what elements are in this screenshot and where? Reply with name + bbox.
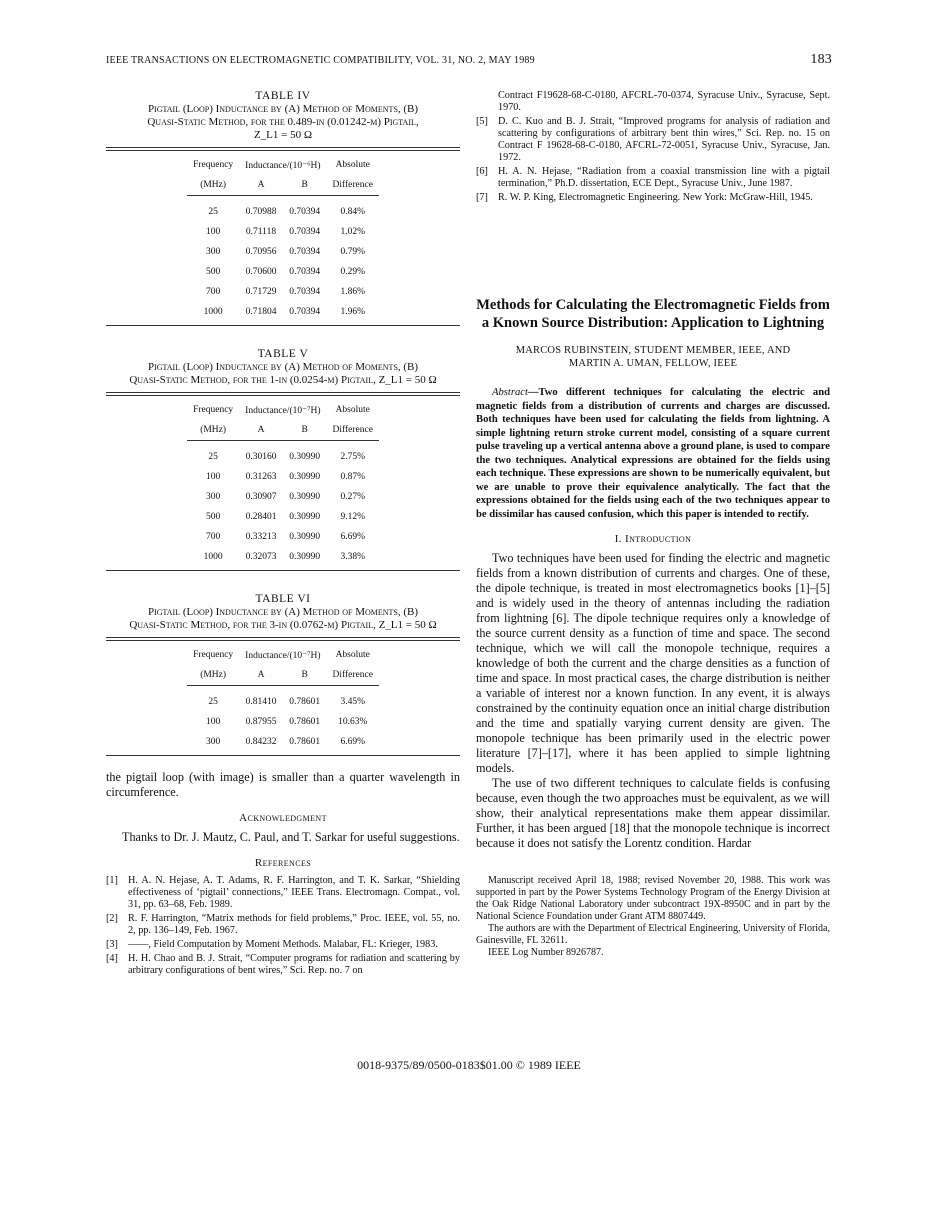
- table-cell: 1000: [203, 552, 223, 562]
- table-cell: 0.71729: [245, 287, 277, 297]
- table-cell: 0.30990: [289, 452, 321, 462]
- table-cell: 0.70956: [245, 247, 277, 257]
- table-row: [187, 487, 379, 507]
- table-cell: 1000: [203, 307, 223, 317]
- table-iv: [187, 155, 379, 322]
- col-header: Frequency: [193, 160, 234, 170]
- acknowledgment-text: Thanks to Dr. J. Mautz, C. Paul, and T. Sarkar for useful suggestions.: [122, 830, 460, 844]
- table-cell: 700: [205, 287, 221, 297]
- table-row: [187, 732, 379, 752]
- table-row: [187, 302, 379, 322]
- table-number: TABLE IV: [255, 90, 311, 102]
- table-cell: 300: [205, 492, 221, 502]
- table-cell: 6.69%: [340, 737, 365, 747]
- table-cell: 0.71118: [245, 227, 277, 237]
- table-cell: 0.28401: [245, 512, 277, 522]
- table-cell: 0.30990: [289, 472, 321, 482]
- col-header: (MHz): [200, 180, 227, 190]
- footnote: IEEE Log Number 8926787.: [488, 947, 604, 958]
- reference-item: [476, 192, 830, 204]
- table-cell: 0.33213: [245, 532, 277, 542]
- table-cell: 0.30990: [289, 512, 321, 522]
- table-top-rule: [106, 147, 460, 151]
- table-v-caption: [106, 348, 460, 387]
- right-column: [476, 90, 830, 959]
- table-cell: 0.70394: [289, 287, 321, 297]
- reference-number: [2]: [106, 913, 118, 924]
- table-row: [187, 712, 379, 732]
- col-header: A: [257, 425, 265, 435]
- col-header: B: [301, 425, 308, 435]
- references-heading: References: [254, 857, 312, 869]
- table-top-rule: [106, 637, 460, 641]
- caption-line: Quasi-Static Method, for the 1-in (0.0254-m) Pigtail, Z_L1 = 50 Ω: [129, 374, 437, 386]
- reference-text: H. A. N. Hejase, A. T. Adams, R. F. Harrington, and T. K. Sarkar, “Shielding effectiveness of ‘pigtail’ connections,” IEEE Trans. Electromagn. Compat., vol. 31, pp. 63–68, Feb. 1989.: [128, 875, 460, 910]
- table-cell: 100: [205, 472, 221, 482]
- reference-number: [4]: [106, 953, 118, 964]
- article-title: [476, 296, 830, 332]
- introduction-heading: I. Introduction: [614, 533, 692, 545]
- table-cell: 500: [205, 512, 221, 522]
- table-bottom-rule: [106, 325, 460, 326]
- reference-item: [476, 90, 830, 114]
- table-iv-caption: [106, 90, 460, 142]
- col-header: Frequency: [193, 650, 234, 660]
- table-cell: 700: [205, 532, 221, 542]
- reference-list-right: [476, 90, 830, 204]
- table-cell: 0.70394: [289, 247, 321, 257]
- table-cell: 0.78601: [289, 717, 321, 727]
- reference-text: ——, Field Computation by Moment Methods. Malabar, FL: Krieger, 1983.: [128, 939, 438, 950]
- copyright-footer: 0018-9375/89/0500-0183$01.00 © 1989 IEEE: [357, 1058, 581, 1072]
- left-column: [106, 90, 460, 979]
- caption-line: Quasi-Static Method, for the 0.489-in (0.01242-m) Pigtail,: [147, 116, 419, 128]
- reference-item: [106, 939, 460, 951]
- table-cell: 0.70988: [245, 207, 277, 217]
- reference-item: [476, 166, 830, 190]
- col-header: A: [257, 180, 265, 190]
- table-cell: 100: [205, 227, 221, 237]
- title-line: a Known Source Distribution: Application to Lightning: [481, 315, 825, 331]
- table-cell: 3.45%: [340, 697, 365, 707]
- table-cell: 3.38%: [340, 552, 365, 562]
- caption-line: Quasi-Static Method, for the 3-in (0.0762-m) Pigtail, Z_L1 = 50 Ω: [129, 619, 437, 631]
- journal-title: IEEE TRANSACTIONS ON ELECTROMAGNETIC COMPATIBILITY, VOL. 31, NO. 2, MAY 1989: [106, 55, 535, 66]
- table-cell: 0.30990: [289, 492, 321, 502]
- table-cell: 1.96%: [340, 307, 365, 317]
- table-cell: 0.32073: [245, 552, 277, 562]
- reference-text: H. H. Chao and B. J. Strait, “Computer programs for radiation and scattering by arbitrary configurations of bent wires,” Sci. Rep. no. 7 on: [128, 953, 460, 976]
- table-row: [187, 692, 379, 712]
- table-cell: 2.75%: [340, 452, 365, 462]
- authors: [476, 344, 830, 370]
- table-bottom-rule: [106, 570, 460, 571]
- table-cell: 25: [208, 452, 218, 462]
- table-cell: 300: [205, 247, 221, 257]
- table-cell: 1.86%: [340, 287, 365, 297]
- col-header: Inductance/(10⁻⁷H): [245, 405, 321, 416]
- table-cell: 300: [205, 737, 221, 747]
- col-header: Frequency: [193, 405, 234, 415]
- table-cell: 0.71804: [245, 307, 277, 317]
- abstract-text: —Two different techniques for calculating the electric and magnetic fields from a distribution of currents and charges are discussed. Both techniques have been used for calculating the fields from lightning. A simple lightning return stroke current model, consisting of a square current pulse traveling up a vertical antenna above a ground plane, is used to compare the two techniques. Analytical expressions are obtained for the fields using each technique. These expressions are shown to be numerically equivalent, but we are unable to prove their equivalence analytically. The fact that the expressions obtained for the fields using each of the two techniques appear to be dissimilar has caused confusion, which this paper is intended to rectify.: [476, 387, 830, 520]
- table-cell: 0.79%: [340, 247, 365, 257]
- table-number: TABLE V: [257, 348, 309, 360]
- table-row: [187, 547, 379, 567]
- col-header: Difference: [332, 425, 373, 435]
- acknowledgment-heading: Acknowledgment: [239, 812, 327, 824]
- reference-text: R. F. Harrington, “Matrix methods for field problems,” Proc. IEEE, vol. 55, no. 2, pp. 136–149, Feb. 1967.: [128, 913, 460, 936]
- reference-item: [106, 913, 460, 937]
- reference-text: R. W. P. King, Electromagnetic Engineering. New York: McGraw-Hill, 1945.: [498, 192, 813, 203]
- col-header: A: [257, 670, 265, 680]
- col-header: Absolute: [335, 650, 370, 660]
- col-header: Difference: [332, 180, 373, 190]
- table-row: [187, 282, 379, 302]
- paragraph: the pigtail loop (with image) is smaller than a quarter wavelength in circumference.: [106, 770, 460, 799]
- reference-number: [3]: [106, 939, 118, 950]
- page-number: 183: [810, 52, 832, 67]
- table-cell: 0.30990: [289, 532, 321, 542]
- table-cell: 0.81410: [245, 697, 277, 707]
- table-row: [187, 242, 379, 262]
- table-row: [187, 447, 379, 467]
- table-cell: 0.78601: [289, 737, 321, 747]
- reference-number: [6]: [476, 166, 488, 177]
- table-cell: 0.78601: [289, 697, 321, 707]
- table-cell: 0.30907: [245, 492, 277, 502]
- reference-number: [1]: [106, 875, 118, 886]
- table-cell: 10.63%: [338, 717, 368, 727]
- col-header: (MHz): [200, 670, 227, 680]
- table-cell: 0.30990: [289, 552, 321, 562]
- table-row: [187, 202, 379, 222]
- table-cell: 0.29%: [340, 267, 365, 277]
- caption-line: Z_L1 = 50 Ω: [253, 129, 313, 141]
- table-cell: 0.87955: [245, 717, 277, 727]
- running-header: [106, 52, 832, 67]
- reference-text: D. C. Kuo and B. J. Strait, “Improved programs for analysis of radiation and scattering by configurations of arbitrary bent thin wires,” Sci. Rep. no. 15 on Contract F 19628-68-C-0180, AFCRL-72-0051, Syracuse Univ., Syracuse, Jan. 1972.: [498, 116, 830, 163]
- table-row: [187, 527, 379, 547]
- reference-number: [5]: [476, 116, 488, 127]
- table-row: [187, 507, 379, 527]
- reference-text: Contract F19628-68-C-0180, AFCRL-70-0374, Syracuse Univ., Syracuse, Sept. 1970.: [498, 90, 830, 113]
- table-cell: 1.02%: [340, 227, 365, 237]
- reference-item: [106, 953, 460, 977]
- title-line: Methods for Calculating the Electromagnetic Fields from: [476, 297, 830, 313]
- footnote: Manuscript received April 18, 1988; revised November 20, 1988. This work was supported in part by the Power Systems Technology Program of the Energy Division at the Oak Ridge National Laboratory under subcontract 19X-8950C and in part by the National Science Foundation under Grant ATM 8807449.: [476, 875, 830, 922]
- reference-text: H. A. N. Hejase, “Radiation from a coaxial transmission line with a pigtail termination,” Ph.D. dissertation, ECE Dept., Syracuse Univ., June 1987.: [498, 166, 830, 189]
- table-number: TABLE VI: [255, 593, 311, 605]
- footnote: The authors are with the Department of Electrical Engineering, University of Florida, Gainesville, FL 32611.: [476, 923, 830, 946]
- table-cell: 100: [205, 717, 221, 727]
- col-header: Absolute: [335, 160, 370, 170]
- reference-list-left: [106, 875, 460, 977]
- table-cell: 0.70600: [245, 267, 277, 277]
- table-cell: 6.69%: [340, 532, 365, 542]
- reference-item: [476, 116, 830, 164]
- col-header: Inductance/(10⁻⁷H): [245, 650, 321, 661]
- abstract: [476, 386, 830, 521]
- col-header: (MHz): [200, 425, 227, 435]
- reference-number: [7]: [476, 192, 488, 203]
- caption-line: Pigtail (Loop) Inductance by (A) Method of Moments, (B): [147, 103, 419, 115]
- table-top-rule: [106, 392, 460, 396]
- reference-item: [106, 875, 460, 911]
- author-line: MARTIN A. UMAN, FELLOW, IEEE: [568, 358, 738, 369]
- table-cell: 0.70394: [289, 307, 321, 317]
- table-cell: 0.84232: [245, 737, 277, 747]
- author-line: MARCOS RUBINSTEIN, STUDENT MEMBER, IEEE, AND: [515, 345, 791, 356]
- abstract-label: Abstract: [492, 387, 528, 398]
- caption-line: Pigtail (Loop) Inductance by (A) Method of Moments, (B): [147, 361, 419, 373]
- caption-line: Pigtail (Loop) Inductance by (A) Method of Moments, (B): [147, 606, 419, 618]
- table-cell: 0.31263: [245, 472, 277, 482]
- table-cell: 500: [205, 267, 221, 277]
- table-cell: 0.84%: [340, 207, 365, 217]
- intro-paragraph-2: The use of two different techniques to calculate fields is confusing because, even though the two approaches must be equivalent, as we will show, their analytical representations make them appear dissimilar. Further, it has been argued [18] that the monopole technique is incorrect because it does not satisfy the Lorentz condition. Hardar: [476, 776, 830, 850]
- table-cell: 0.70394: [289, 227, 321, 237]
- col-header: Inductance/(10⁻⁶H): [245, 160, 321, 171]
- table-vi: [187, 645, 379, 752]
- table-cell: 9.12%: [340, 512, 365, 522]
- footnotes: [476, 875, 830, 959]
- table-vi-caption: [106, 593, 460, 632]
- table-cell: 0.70394: [289, 267, 321, 277]
- table-row: [187, 467, 379, 487]
- col-header: Absolute: [335, 405, 370, 415]
- table-cell: 25: [208, 207, 218, 217]
- table-cell: 25: [208, 697, 218, 707]
- table-cell: 0.70394: [289, 207, 321, 217]
- table-row: [187, 222, 379, 242]
- table-cell: 0.87%: [340, 472, 365, 482]
- col-header: Difference: [332, 670, 373, 680]
- intro-paragraph-1: Two techniques have been used for finding the electric and magnetic fields from a known distribution of currents and charges. One of these, the dipole technique, is treated in most electromagnetics books [1]–[5] and is widely used in the theory of antennas including the radiation from lightning [6]. The dipole technique requires only a knowledge of the source current density as a function of time and space. The second technique, which we will call the monopole technique, requires a knowledge of both the current and the charge densities as a function of time and space. In most practical cases, the charge distribution is neither a variable of interest nor a known function. In any event, it is always constrained by the continuity equation once an initial charge distribution and the time and spatially varying current density are given. The monopole technique has been primarily used in the electric power literature [7]–[17], where it has been applied to simple lightning models.: [476, 551, 830, 775]
- col-header: B: [301, 670, 308, 680]
- table-row: [187, 262, 379, 282]
- table-bottom-rule: [106, 755, 460, 756]
- reference-number: [476, 90, 498, 114]
- col-header: B: [301, 180, 308, 190]
- table-cell: 0.30160: [245, 452, 277, 462]
- table-v: [187, 400, 379, 567]
- table-cell: 0.27%: [340, 492, 365, 502]
